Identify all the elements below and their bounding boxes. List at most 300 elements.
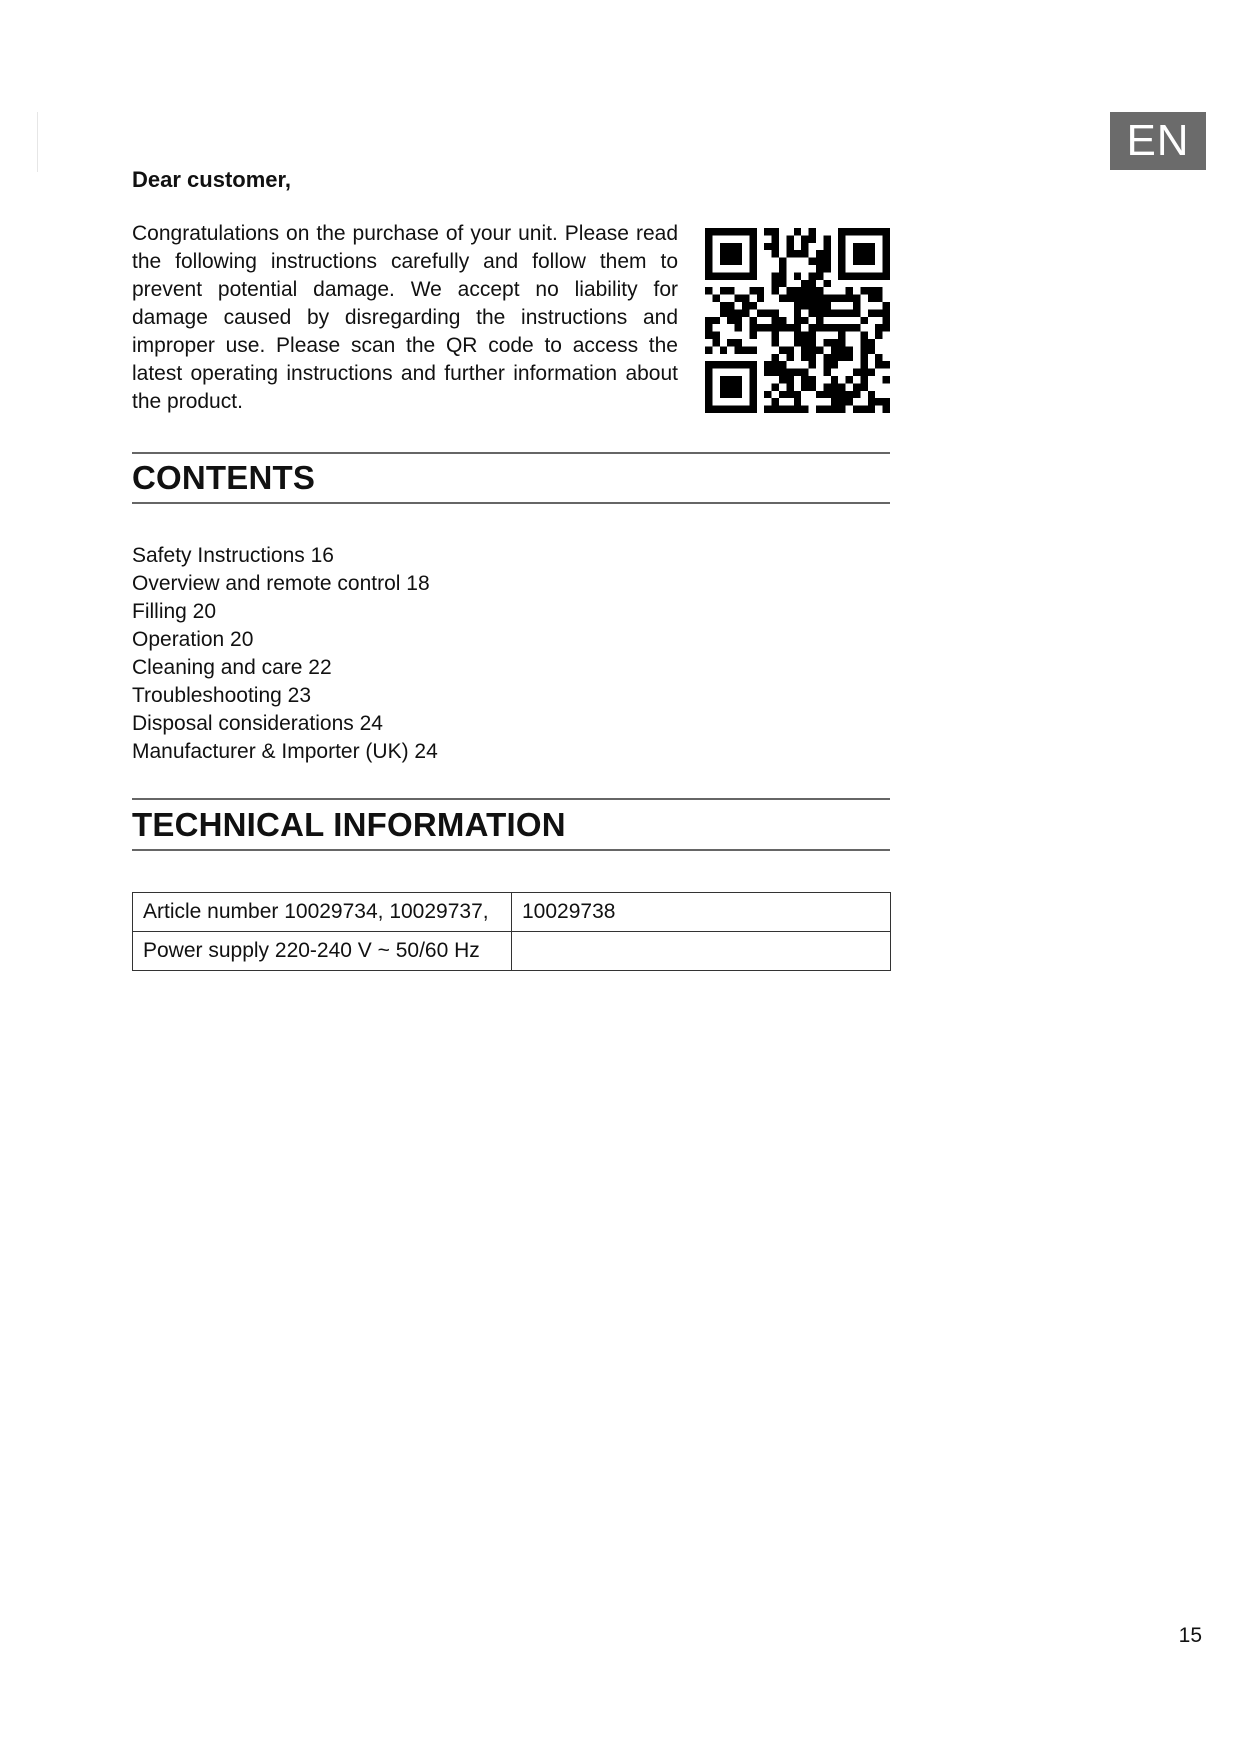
qr-module [809, 287, 816, 294]
qr-module [823, 258, 830, 265]
qr-module [838, 243, 845, 250]
qr-module [816, 302, 823, 309]
qr-module [742, 228, 749, 235]
intro-line: Congratulations on the purchase of your unit. Please [132, 222, 629, 245]
qr-module [705, 398, 712, 405]
qr-module [720, 243, 727, 250]
margin-line [37, 112, 38, 172]
qr-module [883, 265, 890, 272]
table-cell-label: Power supply 220-240 V ~ 50/60 Hz [133, 932, 512, 971]
table-cell-label: Article number 10029734, 10029737, [133, 893, 512, 932]
qr-module [794, 302, 801, 309]
qr-module [735, 228, 742, 235]
qr-module [735, 272, 742, 279]
qr-module [712, 317, 719, 324]
qr-module [720, 287, 727, 294]
qr-module [816, 265, 823, 272]
technical-table [132, 892, 891, 971]
qr-module [883, 272, 890, 279]
qr-module [749, 243, 756, 250]
qr-module [831, 339, 838, 346]
qr-module [846, 295, 853, 302]
qr-module [727, 406, 734, 413]
qr-module [816, 250, 823, 257]
qr-module [853, 406, 860, 413]
qr-module [735, 250, 742, 257]
qr-module [883, 317, 890, 324]
intro-paragraph [132, 220, 678, 416]
qr-module [705, 324, 712, 331]
qr-module [720, 361, 727, 368]
qr-module [816, 324, 823, 331]
qr-module [735, 391, 742, 398]
qr-module [794, 369, 801, 376]
qr-module [838, 346, 845, 353]
qr-module [749, 324, 756, 331]
qr-module [809, 280, 816, 287]
qr-module [764, 324, 771, 331]
qr-module [831, 346, 838, 353]
qr-module [846, 324, 853, 331]
toc-item: Manufacturer & Importer (UK) 24 [132, 740, 438, 763]
qr-module [823, 406, 830, 413]
qr-module [779, 317, 786, 324]
qr-module [720, 309, 727, 316]
technical-top-rule [132, 798, 890, 800]
qr-module [838, 324, 845, 331]
qr-module [846, 287, 853, 294]
qr-module [838, 272, 845, 279]
qr-module [772, 339, 779, 346]
qr-module [735, 383, 742, 390]
qr-module [860, 354, 867, 361]
qr-module [764, 406, 771, 413]
qr-module [853, 228, 860, 235]
qr-module [735, 317, 742, 324]
table-cell-value [512, 932, 891, 971]
qr-module [794, 339, 801, 346]
qr-module [786, 383, 793, 390]
qr-module [727, 317, 734, 324]
qr-module [838, 406, 845, 413]
language-badge: EN [1110, 112, 1206, 170]
qr-code[interactable] [705, 228, 890, 413]
toc-item: Troubleshooting 23 [132, 684, 312, 707]
qr-module [764, 369, 771, 376]
qr-module [786, 250, 793, 257]
qr-module [875, 295, 882, 302]
qr-module [705, 361, 712, 368]
qr-module [853, 243, 860, 250]
qr-module [868, 391, 875, 398]
qr-module [883, 398, 890, 405]
qr-module [860, 346, 867, 353]
qr-module [853, 309, 860, 316]
qr-module [727, 391, 734, 398]
qr-module [786, 406, 793, 413]
qr-module [868, 243, 875, 250]
qr-module [764, 391, 771, 398]
intro-line: about the product. [132, 362, 678, 413]
qr-module [705, 332, 712, 339]
qr-module [712, 332, 719, 339]
qr-module [720, 272, 727, 279]
qr-module [727, 258, 734, 265]
qr-module [786, 235, 793, 242]
qr-module [727, 272, 734, 279]
qr-module [831, 324, 838, 331]
technical-bottom-rule [132, 849, 890, 851]
qr-module [705, 243, 712, 250]
technical-title: TECHNICAL INFORMATION [132, 806, 566, 843]
qr-module [868, 287, 875, 294]
qr-module [720, 250, 727, 257]
qr-module [727, 228, 734, 235]
qr-module [875, 324, 882, 331]
qr-module [883, 302, 890, 309]
qr-module [883, 243, 890, 250]
qr-module [831, 406, 838, 413]
qr-module [823, 309, 830, 316]
qr-module [720, 302, 727, 309]
qr-module [720, 376, 727, 383]
qr-module [860, 361, 867, 368]
qr-module [727, 243, 734, 250]
toc-item: Filling 20 [132, 600, 217, 623]
qr-module [816, 295, 823, 302]
qr-module [742, 406, 749, 413]
qr-module [823, 324, 830, 331]
qr-module [735, 406, 742, 413]
qr-module [727, 250, 734, 257]
qr-module [801, 302, 808, 309]
qr-module [883, 324, 890, 331]
qr-module [772, 317, 779, 324]
qr-module [735, 339, 742, 346]
qr-module [712, 272, 719, 279]
qr-module [749, 361, 756, 368]
qr-module [838, 391, 845, 398]
qr-module [853, 302, 860, 309]
qr-module [735, 324, 742, 331]
qr-module [883, 228, 890, 235]
qr-module [735, 376, 742, 383]
qr-module [831, 376, 838, 383]
qr-module [727, 339, 734, 346]
qr-module [816, 309, 823, 316]
qr-module [786, 346, 793, 353]
qr-module [772, 272, 779, 279]
qr-module [801, 235, 808, 242]
qr-module [727, 361, 734, 368]
qr-module [749, 228, 756, 235]
qr-module [705, 369, 712, 376]
qr-module [705, 250, 712, 257]
qr-module [831, 383, 838, 390]
qr-module [779, 272, 786, 279]
qr-module [779, 258, 786, 265]
qr-module [749, 317, 756, 324]
qr-module [749, 376, 756, 383]
qr-module [846, 228, 853, 235]
qr-module [735, 295, 742, 302]
qr-module [860, 406, 867, 413]
qr-module [720, 258, 727, 265]
qr-module [712, 361, 719, 368]
qr-module [801, 250, 808, 257]
qr-module [860, 383, 867, 390]
qr-module [772, 361, 779, 368]
qr-module [772, 354, 779, 361]
qr-module [772, 398, 779, 405]
qr-module [764, 309, 771, 316]
qr-module [742, 295, 749, 302]
qr-module [883, 406, 890, 413]
toc-item: Safety Instructions 16 [132, 544, 334, 567]
qr-module [868, 398, 875, 405]
qr-module [772, 369, 779, 376]
qr-module [772, 228, 779, 235]
qr-module [749, 258, 756, 265]
qr-module [809, 228, 816, 235]
qr-module [735, 361, 742, 368]
qr-module [705, 287, 712, 294]
qr-module [749, 346, 756, 353]
qr-module [779, 324, 786, 331]
qr-module [801, 295, 808, 302]
qr-module [801, 280, 808, 287]
qr-module [786, 354, 793, 361]
qr-module [860, 287, 867, 294]
qr-module [786, 376, 793, 383]
qr-module [831, 398, 838, 405]
qr-module [816, 287, 823, 294]
qr-module [838, 228, 845, 235]
qr-module [749, 406, 756, 413]
qr-module [779, 376, 786, 383]
qr-module [801, 332, 808, 339]
qr-module [883, 250, 890, 257]
qr-module [809, 332, 816, 339]
qr-module [875, 309, 882, 316]
qr-module [883, 376, 890, 383]
qr-module [868, 295, 875, 302]
qr-module [794, 295, 801, 302]
qr-module [794, 332, 801, 339]
qr-module [809, 309, 816, 316]
qr-module [846, 354, 853, 361]
qr-module [860, 272, 867, 279]
qr-module [846, 309, 853, 316]
qr-module [801, 287, 808, 294]
qr-module [868, 250, 875, 257]
qr-module [809, 324, 816, 331]
qr-module [838, 398, 845, 405]
qr-module [757, 295, 764, 302]
qr-module [860, 258, 867, 265]
qr-module [794, 391, 801, 398]
qr-module [838, 250, 845, 257]
qr-module [749, 398, 756, 405]
qr-module [823, 250, 830, 257]
qr-module [772, 309, 779, 316]
qr-module [883, 309, 890, 316]
qr-module [749, 302, 756, 309]
toc-item: Disposal considerations 24 [132, 712, 383, 735]
qr-module [772, 383, 779, 390]
qr-module [823, 369, 830, 376]
qr-module [801, 376, 808, 383]
qr-module [749, 265, 756, 272]
qr-module [712, 406, 719, 413]
intro-line: latest operating instructions and further information [132, 362, 618, 385]
qr-module [816, 317, 823, 324]
qr-module [875, 228, 882, 235]
qr-module [794, 406, 801, 413]
qr-module [868, 406, 875, 413]
qr-module [816, 258, 823, 265]
qr-module [712, 339, 719, 346]
greeting: Dear customer, [132, 167, 291, 192]
qr-module [786, 243, 793, 250]
qr-module [853, 369, 860, 376]
qr-module [823, 295, 830, 302]
qr-module [794, 250, 801, 257]
qr-module [823, 383, 830, 390]
qr-module [705, 228, 712, 235]
qr-module [720, 383, 727, 390]
qr-module [757, 287, 764, 294]
qr-module [860, 332, 867, 339]
qr-module [838, 235, 845, 242]
contents-list [132, 542, 438, 766]
qr-module [720, 346, 727, 353]
table-row [133, 932, 891, 971]
qr-module [809, 354, 816, 361]
qr-module [875, 272, 882, 279]
qr-module [860, 243, 867, 250]
qr-module [705, 376, 712, 383]
qr-module [779, 280, 786, 287]
qr-module [809, 272, 816, 279]
qr-module [809, 361, 816, 368]
qr-module [838, 258, 845, 265]
qr-module [735, 309, 742, 316]
qr-module [786, 287, 793, 294]
qr-module [801, 354, 808, 361]
qr-module [816, 346, 823, 353]
qr-module [735, 243, 742, 250]
qr-module [823, 235, 830, 242]
qr-module [801, 317, 808, 324]
qr-module [705, 406, 712, 413]
qr-module [853, 258, 860, 265]
qr-module [823, 243, 830, 250]
qr-module [757, 324, 764, 331]
qr-module [742, 309, 749, 316]
qr-module [772, 235, 779, 242]
qr-module [860, 369, 867, 376]
qr-module [705, 346, 712, 353]
intro-line: improper use. Please scan the QR code to access the [132, 334, 678, 357]
qr-module [809, 346, 816, 353]
qr-module [853, 272, 860, 279]
qr-module [853, 250, 860, 257]
qr-module [779, 295, 786, 302]
qr-module [838, 265, 845, 272]
qr-module [838, 295, 845, 302]
qr-module [860, 339, 867, 346]
qr-module [772, 280, 779, 287]
qr-module [809, 258, 816, 265]
qr-module [794, 398, 801, 405]
qr-module [838, 354, 845, 361]
qr-module [705, 272, 712, 279]
qr-module [772, 324, 779, 331]
qr-module [816, 406, 823, 413]
qr-module [875, 332, 882, 339]
qr-module [831, 295, 838, 302]
qr-module [875, 361, 882, 368]
qr-module [727, 376, 734, 383]
qr-module [749, 391, 756, 398]
qr-module [883, 361, 890, 368]
qr-module [779, 361, 786, 368]
qr-module [809, 235, 816, 242]
qr-module [749, 235, 756, 242]
qr-module [712, 228, 719, 235]
qr-module [749, 332, 756, 339]
table-cell-value: 10029738 [512, 893, 891, 932]
qr-module [764, 228, 771, 235]
qr-module [823, 280, 830, 287]
qr-module [764, 361, 771, 368]
qr-module [875, 287, 882, 294]
qr-module [749, 287, 756, 294]
qr-module [846, 376, 853, 383]
qr-module [801, 339, 808, 346]
qr-module [816, 272, 823, 279]
qr-module [786, 324, 793, 331]
contents-bottom-rule [132, 502, 890, 504]
qr-module [735, 346, 742, 353]
qr-module [860, 317, 867, 324]
qr-module [853, 383, 860, 390]
qr-module [772, 250, 779, 257]
qr-module [705, 235, 712, 242]
qr-module [712, 295, 719, 302]
intro-line: read the following instructions carefully and follow them [132, 222, 678, 273]
qr-module [742, 302, 749, 309]
qr-module [794, 309, 801, 316]
qr-module [772, 287, 779, 294]
qr-module [846, 391, 853, 398]
page-number: 15 [1178, 1624, 1202, 1647]
qr-module [809, 376, 816, 383]
qr-module [816, 391, 823, 398]
qr-module [772, 332, 779, 339]
qr-module [883, 235, 890, 242]
qr-module [801, 383, 808, 390]
qr-module [831, 354, 838, 361]
qr-module [742, 361, 749, 368]
qr-module [705, 317, 712, 324]
qr-module [705, 383, 712, 390]
toc-item: Operation 20 [132, 628, 254, 651]
qr-module [801, 243, 808, 250]
qr-module [838, 339, 845, 346]
qr-module [823, 339, 830, 346]
